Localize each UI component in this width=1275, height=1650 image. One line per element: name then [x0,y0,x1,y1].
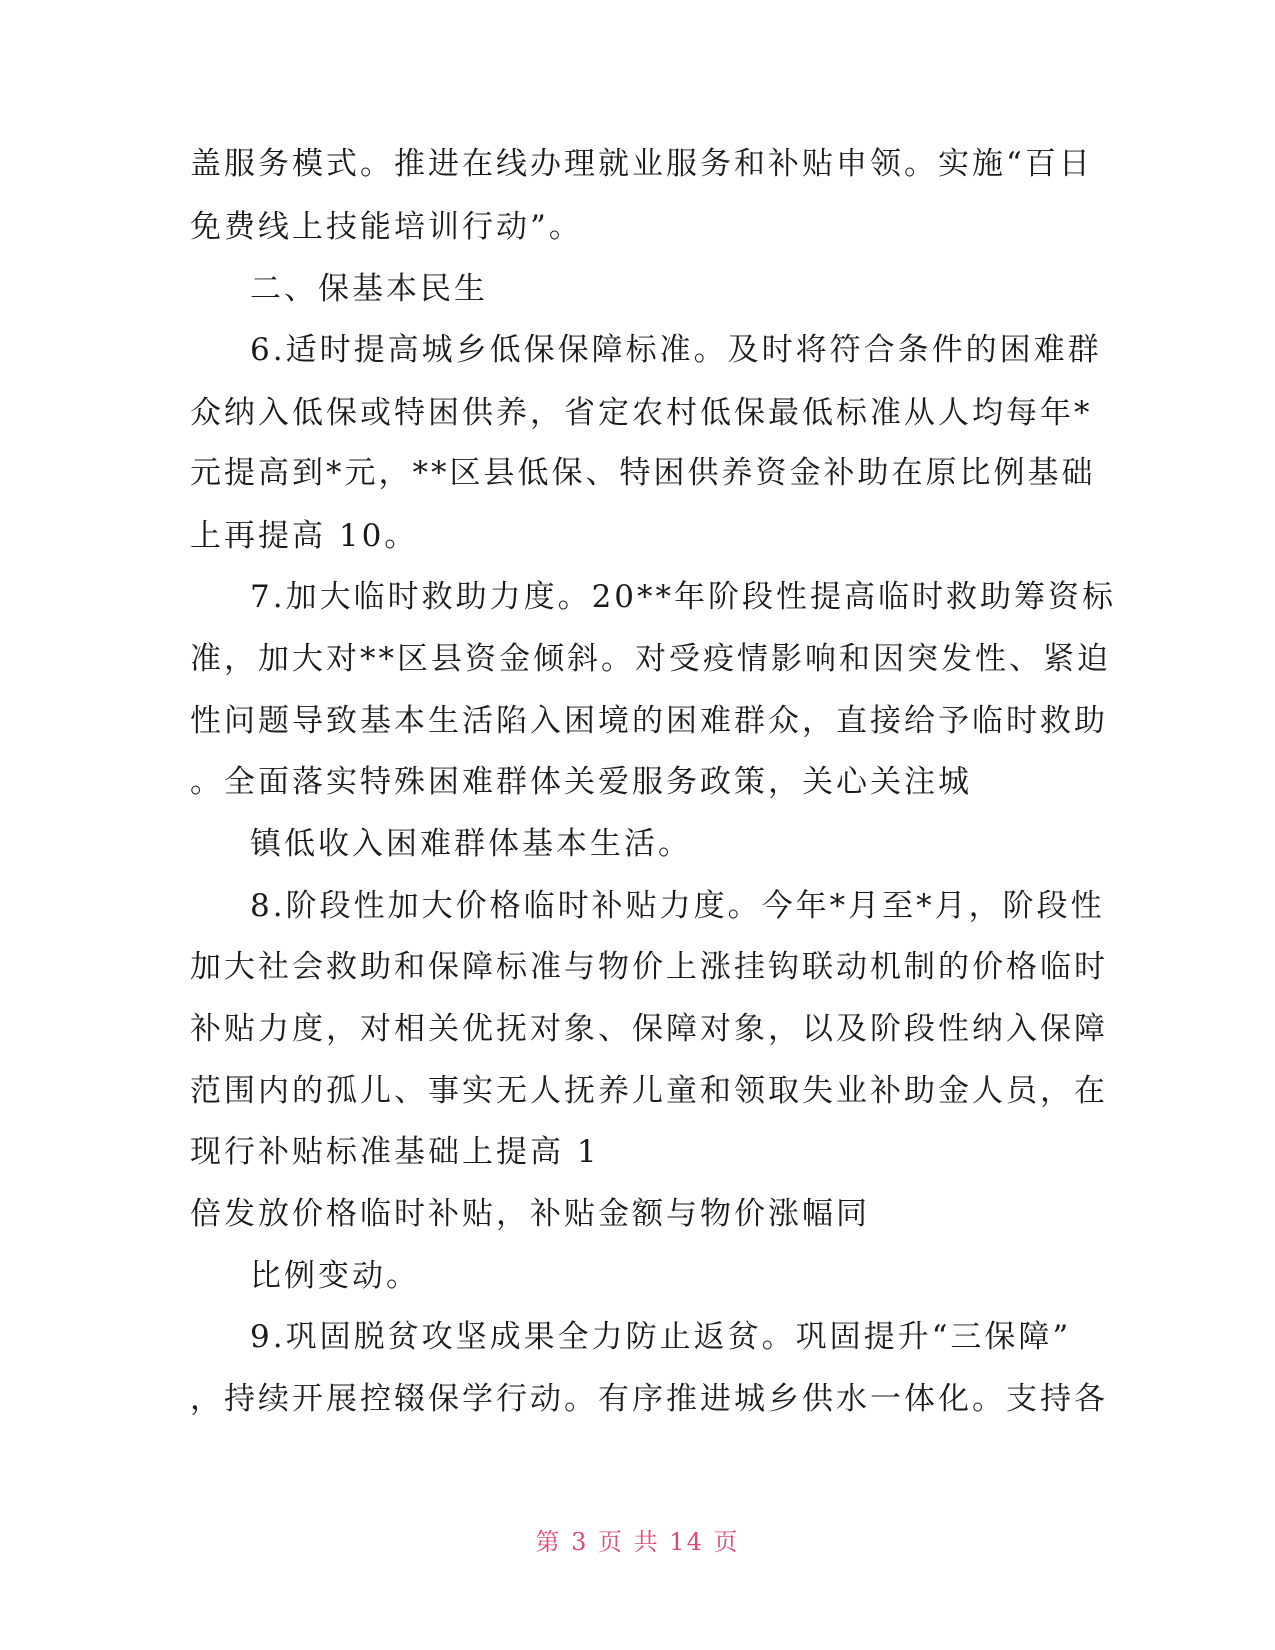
text-line: 9.巩固脱贫攻坚成果全力防止返贫。巩固提升“三保障” [250,1319,1072,1355]
text-line: 比例变动。 [250,1258,420,1294]
text-line: 上再提高 10。 [190,518,419,554]
text-line: 。全面落实特殊困难群体关爱服务政策，关心关注城 [190,764,972,800]
text-line: 7.加大临时救助力度。20**年阶段性提高临时救助筹资标 [250,579,1117,615]
text-line: 8.阶段性加大价格临时补贴力度。今年*月至*月，阶段性 [250,888,1105,924]
text-line: 补贴力度，对相关优抚对象、保障对象，以及阶段性纳入保障 [190,1011,1108,1047]
text-line: 性问题导致基本生活陷入困境的困难群众，直接给予临时救助 [190,703,1108,739]
page-number-label: 第 3 页 共 14 页 [535,1528,740,1556]
text-line: 现行补贴标准基础上提高 1 [190,1134,600,1170]
page-footer [0,1522,1275,1557]
text-line: ，持续开展控辍保学行动。有序推进城乡供水一体化。支持各 [190,1381,1108,1417]
text-line: 镇低收入困难群体基本生活。 [250,826,692,862]
text-line: 免费线上技能培训行动”。 [190,209,583,245]
text-line: 倍发放价格临时补贴，补贴金额与物价涨幅同 [190,1196,870,1232]
section-heading: 二、保基本民生 [250,271,488,307]
text-line: 加大社会救助和保障标准与物价上涨挂钩联动机制的价格临时 [190,949,1108,985]
text-line: 元提高到*元，**区县低保、特困供养资金补助在原比例基础 [190,455,1096,491]
text-line: 准，加大对**区县资金倾斜。对受疫情影响和因突发性、紧迫 [190,641,1111,677]
text-line: 范围内的孤儿、事实无人抚养儿童和领取失业补助金人员，在 [190,1073,1108,1109]
text-line: 6.适时提高城乡低保保障标准。及时将符合条件的困难群 [250,332,1102,368]
text-line: 盖服务模式。推进在线办理就业服务和补贴申领。实施“百日 [190,146,1093,182]
text-line: 众纳入低保或特困供养，省定农村低保最低标准从人均每年* [190,395,1093,431]
